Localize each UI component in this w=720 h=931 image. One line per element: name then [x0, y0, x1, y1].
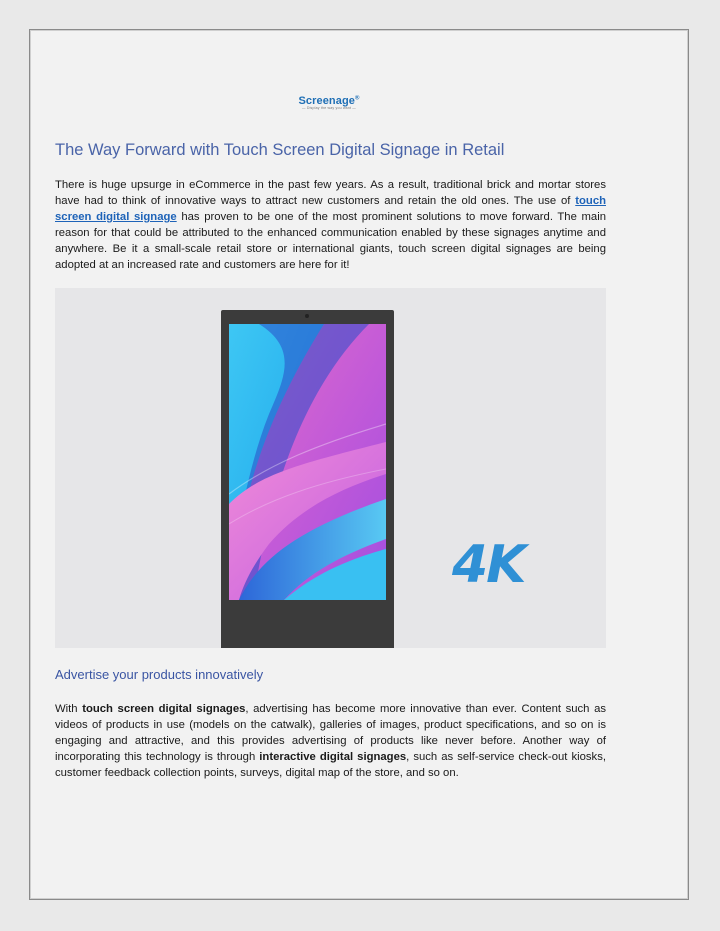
section-bold-2: interactive digital signages	[259, 751, 407, 763]
section-text-3: , such as self-service check-out kiosks, customer feedback collection points, surveys, digital map of the store, and so on.	[55, 751, 606, 779]
section-text-1: With	[55, 703, 83, 715]
intro-text-2: has proven to be one of the most prominent solutions to move forward. The main reason for that could be attributed to the enhanced communication enabled by these signages anytime and anywhere. Be it a small-scale retail store or international giants, touch screen digital signages are being adopted at an increased rate and customers are here for it!	[55, 211, 607, 271]
product-image	[55, 288, 606, 648]
section-text-2: , advertising has become more innovative than ever. Content such as videos of products in use (models on the catwalk), galleries of images, product specifications, and so on is engaging and attractive, and this provides advertising of products like never before. Another way of incorporating this technology is through	[55, 703, 606, 763]
kiosk-display	[221, 310, 394, 648]
kiosk-screen	[229, 324, 386, 600]
touch-screen-signage-link[interactable]: touch screen digital signage	[55, 195, 606, 223]
intro-text-1: There is huge upsurge in eCommerce in the past few years. As a result, traditional brick and mortar stores have had to think of innovative ways to attract new customers and retain the old ones. The use of	[55, 179, 606, 207]
intro-paragraph	[55, 177, 606, 273]
logo-tagline: — Display the way you want —	[301, 106, 357, 110]
kiosk-camera	[305, 314, 309, 318]
section-paragraph	[55, 701, 606, 781]
logo-registered-mark: ®	[355, 95, 360, 102]
article-title: The Way Forward with Touch Screen Digital Signage in Retail	[55, 141, 505, 159]
screenage-logo	[294, 95, 364, 110]
logo-brand: Screenage	[298, 95, 355, 107]
section-heading: Advertise your products innovatively	[55, 667, 264, 682]
wallpaper-graphic	[229, 324, 386, 600]
section-bold-1: touch screen digital signages	[82, 703, 246, 715]
4k-badge: 4K	[452, 535, 525, 595]
